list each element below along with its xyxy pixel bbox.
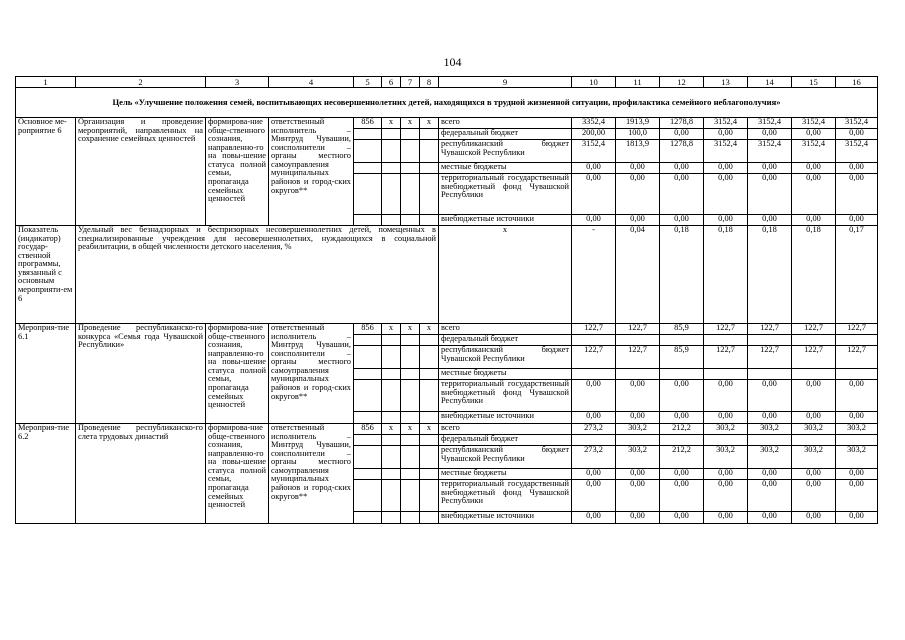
empty-code-cell [382, 140, 401, 163]
empty-code-cell [401, 215, 420, 226]
funding-value: 0,00 [748, 380, 792, 412]
empty-code-cell [382, 412, 401, 424]
funding-value: 0,00 [748, 174, 792, 215]
funding-value: 0,00 [836, 380, 878, 412]
funding-value [836, 369, 878, 380]
funding-value [616, 435, 660, 446]
funding-value: 0,00 [792, 512, 836, 524]
empty-code-cell [382, 163, 401, 174]
funding-value: 0,00 [616, 469, 660, 480]
empty-code-cell [354, 435, 382, 446]
indicator-value: 0,17 [836, 226, 878, 324]
funding-source: местные бюджеты [439, 469, 572, 480]
funding-value: 0,00 [660, 380, 704, 412]
empty-code-cell [420, 435, 439, 446]
funding-value: 303,2 [748, 446, 792, 469]
funding-value: 212,2 [660, 424, 704, 435]
funding-value [836, 435, 878, 446]
funding-value: 3152,4 [792, 140, 836, 163]
funding-value: 122,7 [704, 346, 748, 369]
empty-code-cell [401, 412, 420, 424]
empty-code-cell [354, 215, 382, 226]
funding-value [572, 369, 616, 380]
measure-name: Проведение республиканско-го слета трудовых династий [76, 424, 206, 524]
funding-value [572, 335, 616, 346]
funding-value: 0,00 [616, 163, 660, 174]
empty-code-cell [420, 174, 439, 215]
funding-value: 0,00 [748, 129, 792, 140]
empty-code-cell [354, 129, 382, 140]
empty-code-cell [401, 469, 420, 480]
funding-value: 122,7 [836, 324, 878, 335]
header-cell: 14 [748, 77, 792, 88]
funding-source: федеральный бюджет [439, 435, 572, 446]
funding-value: 0,00 [748, 469, 792, 480]
vr-code: x [420, 424, 439, 435]
empty-code-cell [354, 412, 382, 424]
empty-code-cell [420, 163, 439, 174]
empty-code-cell [401, 346, 420, 369]
measure-executor: ответственный исполнитель – Минтруд Чувашии, соисполнители – органы местного самоуправления муниципальных районов и город-ских округов** [269, 424, 354, 524]
funding-value: 3152,4 [704, 140, 748, 163]
funding-value: 1278,8 [660, 118, 704, 129]
funding-source: республиканский бюджет Чувашской Республики [439, 140, 572, 163]
header-cell: 3 [206, 77, 269, 88]
funding-value: 0,00 [836, 469, 878, 480]
indicator-source: x [439, 226, 572, 324]
funding-value: 0,00 [660, 412, 704, 424]
funding-value [704, 369, 748, 380]
funding-value [616, 369, 660, 380]
funding-source: территориальный государственный внебюджетный фонд Чувашской Республики [439, 174, 572, 215]
funding-value: 0,00 [616, 512, 660, 524]
funding-value: 0,00 [572, 412, 616, 424]
funding-value: 0,00 [792, 412, 836, 424]
funding-value: 122,7 [572, 324, 616, 335]
header-cell: 16 [836, 77, 878, 88]
empty-code-cell [420, 480, 439, 512]
empty-code-cell [420, 469, 439, 480]
vr-code: x [420, 118, 439, 129]
funding-value: 0,00 [792, 129, 836, 140]
funding-value: 200,00 [572, 129, 616, 140]
empty-code-cell [354, 480, 382, 512]
funding-value: 0,00 [660, 174, 704, 215]
funding-value: 122,7 [792, 346, 836, 369]
funding-value: 303,2 [704, 446, 748, 469]
empty-code-cell [401, 163, 420, 174]
funding-value: 303,2 [792, 446, 836, 469]
funding-value: 0,00 [792, 380, 836, 412]
funding-value: 85,9 [660, 324, 704, 335]
header-cell: 13 [704, 77, 748, 88]
funding-value: 0,00 [704, 512, 748, 524]
funding-value: 3152,4 [836, 118, 878, 129]
funding-source: внебюджетные источники [439, 412, 572, 424]
empty-code-cell [401, 129, 420, 140]
indicator-value: 0,04 [616, 226, 660, 324]
funding-row [16, 424, 878, 435]
measure-result: формирова-ние обще-ственного сознания, направленно-го на повы-шение статуса полной семьи, пропаганда семейных ценностей [206, 324, 269, 424]
funding-source: внебюджетные источники [439, 215, 572, 226]
funding-value: 0,00 [572, 380, 616, 412]
funding-value [748, 435, 792, 446]
funding-source: всего [439, 424, 572, 435]
empty-code-cell [401, 480, 420, 512]
funding-value [792, 435, 836, 446]
funding-value: 0,00 [572, 174, 616, 215]
header-cell: 6 [382, 77, 401, 88]
funding-value: 0,00 [836, 163, 878, 174]
funding-source: федеральный бюджет [439, 335, 572, 346]
funding-value: 0,00 [836, 412, 878, 424]
indicator-value: 0,18 [748, 226, 792, 324]
indicator-label: Показатель (индикатор) государ-ственной программы, увязанный с основным мероприяти-ем 6 [16, 226, 76, 324]
grbs-code: 856 [354, 118, 382, 129]
empty-code-cell [354, 469, 382, 480]
funding-value: 303,2 [704, 424, 748, 435]
funding-value: 303,2 [836, 446, 878, 469]
funding-value [660, 369, 704, 380]
funding-value: 303,2 [792, 424, 836, 435]
indicator-value: 0,18 [660, 226, 704, 324]
measure-executor: ответственный исполнитель – Минтруд Чувашии, соисполнители – органы местного самоуправления муниципальных районов и город-ских округов** [269, 118, 354, 226]
empty-code-cell [420, 129, 439, 140]
cs-code: x [401, 118, 420, 129]
header-cell: 9 [439, 77, 572, 88]
funding-value: 303,2 [616, 424, 660, 435]
empty-code-cell [420, 412, 439, 424]
header-cell: 4 [269, 77, 354, 88]
empty-code-cell [382, 435, 401, 446]
funding-source: местные бюджеты [439, 163, 572, 174]
measure-result: формирова-ние обще-ственного сознания, направленно-го на повы-шение статуса полной семьи, пропаганда семейных ценностей [206, 118, 269, 226]
funding-value: 0,00 [660, 215, 704, 226]
empty-code-cell [401, 380, 420, 412]
funding-value: 0,00 [704, 469, 748, 480]
funding-value: 0,00 [836, 215, 878, 226]
funding-source: федеральный бюджет [439, 129, 572, 140]
funding-source: всего [439, 324, 572, 335]
funding-value: 0,00 [836, 512, 878, 524]
funding-value [704, 335, 748, 346]
funding-source: территориальный государственный внебюджетный фонд Чувашской Республики [439, 380, 572, 412]
funding-value: 0,00 [792, 174, 836, 215]
empty-code-cell [354, 446, 382, 469]
empty-code-cell [401, 512, 420, 524]
funding-value: 0,00 [572, 163, 616, 174]
measure-type: Мероприя-тие 6.2 [16, 424, 76, 524]
empty-code-cell [382, 469, 401, 480]
empty-code-cell [420, 140, 439, 163]
funding-value: 0,00 [572, 512, 616, 524]
empty-code-cell [382, 446, 401, 469]
header-cell: 1 [16, 77, 76, 88]
header-cell: 2 [76, 77, 206, 88]
funding-value: 0,00 [660, 163, 704, 174]
measure-name: Проведение республиканско-го конкурса «Семья года Чувашской Республики» [76, 324, 206, 424]
funding-value [660, 335, 704, 346]
funding-value: 0,00 [792, 480, 836, 512]
funding-value: 0,00 [660, 480, 704, 512]
funding-value: 0,00 [704, 163, 748, 174]
measure-result: формирова-ние обще-ственного сознания, направленно-го на повы-шение статуса полной семьи, пропаганда семейных ценностей [206, 424, 269, 524]
page-number: 104 [443, 55, 462, 69]
funding-value [836, 335, 878, 346]
rz-code: x [382, 118, 401, 129]
funding-value: 0,00 [792, 215, 836, 226]
funding-value: 3152,4 [704, 118, 748, 129]
funding-value: 1913,9 [616, 118, 660, 129]
funding-value [704, 435, 748, 446]
header-row [16, 77, 878, 88]
funding-value: 122,7 [748, 346, 792, 369]
rz-code: x [382, 424, 401, 435]
funding-value: 1278,8 [660, 140, 704, 163]
empty-code-cell [420, 446, 439, 469]
funding-value: 0,00 [792, 469, 836, 480]
empty-code-cell [420, 346, 439, 369]
empty-code-cell [382, 346, 401, 369]
funding-value: 303,2 [836, 424, 878, 435]
empty-code-cell [382, 174, 401, 215]
funding-value [660, 435, 704, 446]
funding-value: 0,00 [616, 174, 660, 215]
empty-code-cell [420, 369, 439, 380]
funding-value: 100,0 [616, 129, 660, 140]
empty-code-cell [401, 335, 420, 346]
funding-source: внебюджетные источники [439, 512, 572, 524]
funding-value: 3152,4 [748, 118, 792, 129]
funding-value: 3152,4 [748, 140, 792, 163]
indicator-value: - [572, 226, 616, 324]
empty-code-cell [354, 174, 382, 215]
empty-code-cell [354, 346, 382, 369]
funding-value: 122,7 [616, 324, 660, 335]
indicator-text: Удельный вес безнадзорных и беспризорных несовершеннолетних детей, помещенных в специализированные учреждения для несовершеннолетних, нуждающихся в социальной реабилитации, в общей численности детского населения, % [76, 226, 439, 324]
goal-title: Цель «Улучшение положения семей, воспитывающих несовершеннолетних детей, находящихся в трудной жизненной ситуации, профилактика семейного неблагополучия» [16, 88, 878, 118]
funding-value: 212,2 [660, 446, 704, 469]
funding-value: 1813,9 [616, 140, 660, 163]
empty-code-cell [354, 140, 382, 163]
funding-value: 0,00 [748, 512, 792, 524]
empty-code-cell [354, 512, 382, 524]
empty-code-cell [401, 140, 420, 163]
funding-value: 0,00 [616, 412, 660, 424]
indicator-row [16, 226, 878, 324]
funding-value [792, 369, 836, 380]
empty-code-cell [354, 380, 382, 412]
empty-code-cell [382, 480, 401, 512]
rz-code: x [382, 324, 401, 335]
funding-value: 85,9 [660, 346, 704, 369]
indicator-value: 0,18 [704, 226, 748, 324]
header-cell: 5 [354, 77, 382, 88]
empty-code-cell [420, 512, 439, 524]
funding-value: 0,00 [704, 380, 748, 412]
header-cell: 10 [572, 77, 616, 88]
funding-value: 3352,4 [572, 118, 616, 129]
measure-type: Мероприя-тие 6.1 [16, 324, 76, 424]
funding-value: 0,00 [616, 215, 660, 226]
funding-value: 0,00 [660, 512, 704, 524]
empty-code-cell [382, 215, 401, 226]
funding-value: 0,00 [836, 480, 878, 512]
grbs-code: 856 [354, 424, 382, 435]
empty-code-cell [382, 369, 401, 380]
funding-value: 0,00 [704, 412, 748, 424]
funding-value: 122,7 [748, 324, 792, 335]
empty-code-cell [382, 129, 401, 140]
empty-code-cell [354, 369, 382, 380]
empty-code-cell [420, 335, 439, 346]
measure-name: Организация и проведение мероприятий, направленных на сохранение семейных ценностей [76, 118, 206, 226]
funding-source: республиканский бюджет Чувашской Республики [439, 346, 572, 369]
funding-source: всего [439, 118, 572, 129]
funding-value: 0,00 [704, 129, 748, 140]
funding-value: 122,7 [616, 346, 660, 369]
funding-value: 273,2 [572, 446, 616, 469]
funding-value: 0,00 [616, 380, 660, 412]
empty-code-cell [382, 380, 401, 412]
header-cell: 11 [616, 77, 660, 88]
funding-value: 303,2 [616, 446, 660, 469]
funding-value: 0,00 [704, 174, 748, 215]
funding-value: 122,7 [836, 346, 878, 369]
empty-code-cell [354, 335, 382, 346]
funding-row [16, 324, 878, 335]
empty-code-cell [401, 369, 420, 380]
empty-code-cell [420, 380, 439, 412]
indicator-value: 0,18 [792, 226, 836, 324]
funding-value: 122,7 [572, 346, 616, 369]
cs-code: x [401, 324, 420, 335]
funding-value: 3152,4 [836, 140, 878, 163]
funding-value: 0,00 [748, 215, 792, 226]
funding-value [748, 335, 792, 346]
funding-value: 0,00 [572, 469, 616, 480]
funding-value [792, 335, 836, 346]
empty-code-cell [382, 512, 401, 524]
funding-value: 0,00 [748, 163, 792, 174]
funding-source: территориальный государственный внебюджетный фонд Чувашской Республики [439, 480, 572, 512]
funding-value: 122,7 [792, 324, 836, 335]
funding-value: 303,2 [748, 424, 792, 435]
funding-value: 0,00 [660, 129, 704, 140]
header-cell: 15 [792, 77, 836, 88]
funding-value: 0,00 [616, 480, 660, 512]
funding-value [748, 369, 792, 380]
measure-type: Основное ме-роприятие 6 [16, 118, 76, 226]
funding-value: 0,00 [836, 129, 878, 140]
funding-value: 3152,4 [572, 140, 616, 163]
funding-source: местные бюджеты [439, 369, 572, 380]
funding-value: 0,00 [836, 174, 878, 215]
header-cell: 12 [660, 77, 704, 88]
funding-value [616, 335, 660, 346]
funding-value: 273,2 [572, 424, 616, 435]
funding-value [572, 435, 616, 446]
empty-code-cell [401, 435, 420, 446]
empty-code-cell [420, 215, 439, 226]
funding-value: 0,00 [704, 480, 748, 512]
funding-value: 122,7 [704, 324, 748, 335]
program-table [15, 76, 878, 524]
header-cell: 8 [420, 77, 439, 88]
funding-value: 0,00 [572, 480, 616, 512]
measure-executor: ответственный исполнитель – Минтруд Чувашии, соисполнители – органы местного самоуправления муниципальных районов и город-ских округов** [269, 324, 354, 424]
funding-value: 0,00 [748, 480, 792, 512]
funding-value: 0,00 [748, 412, 792, 424]
funding-value: 0,00 [572, 215, 616, 226]
vr-code: x [420, 324, 439, 335]
funding-value: 3152,4 [792, 118, 836, 129]
empty-code-cell [401, 446, 420, 469]
funding-value: 0,00 [792, 163, 836, 174]
goal-row [16, 88, 878, 118]
empty-code-cell [354, 163, 382, 174]
empty-code-cell [401, 174, 420, 215]
funding-value: 0,00 [704, 215, 748, 226]
grbs-code: 856 [354, 324, 382, 335]
cs-code: x [401, 424, 420, 435]
funding-row [16, 118, 878, 129]
funding-source: республиканский бюджет Чувашской Республики [439, 446, 572, 469]
empty-code-cell [382, 335, 401, 346]
header-cell: 7 [401, 77, 420, 88]
funding-value: 0,00 [660, 469, 704, 480]
